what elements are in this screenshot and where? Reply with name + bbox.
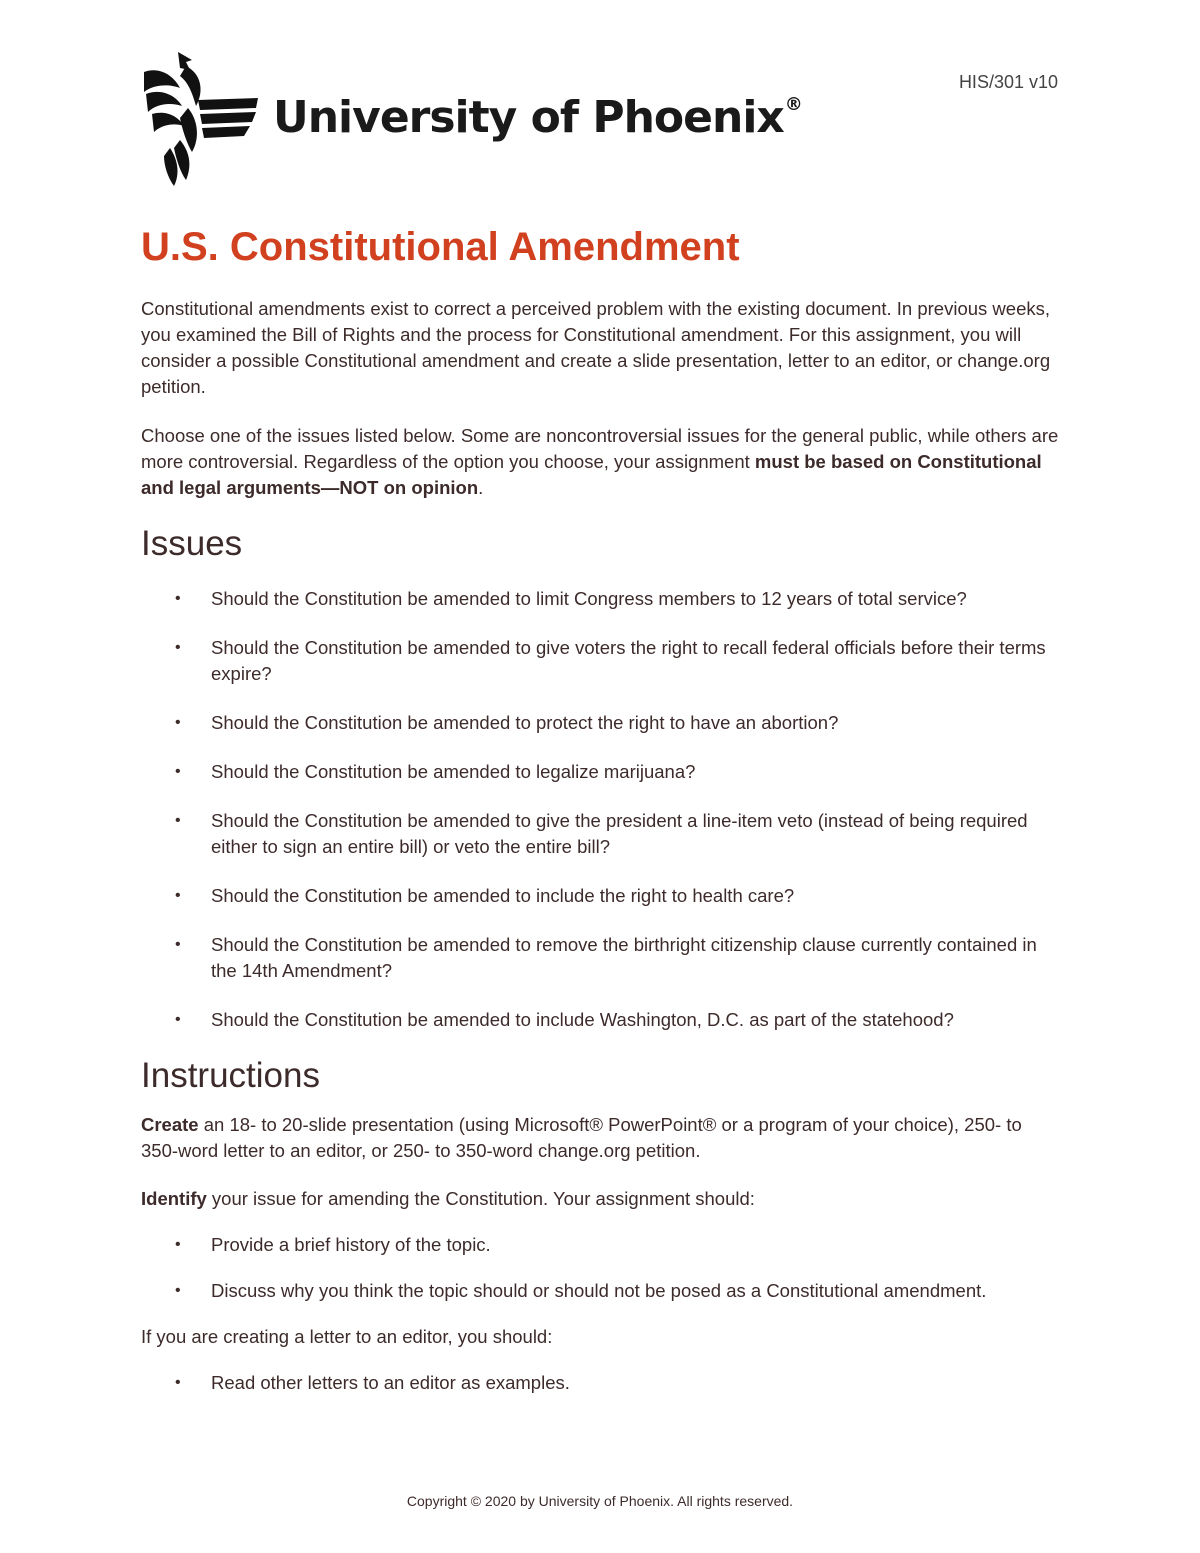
create-paragraph <box>141 1112 1061 1164</box>
identify-text: your issue for amending the Constitution. Your assignment should: <box>206 1188 755 1209</box>
issue-text: Should the Constitution be amended to include Washington, D.C. as part of the statehood? <box>211 1009 954 1030</box>
copyright-footer: Copyright © 2020 by University of Phoenix. All rights reserved. <box>406 1493 794 1509</box>
bullet-icon: • <box>175 763 181 780</box>
list-item <box>141 635 1061 687</box>
bullet-icon: • <box>175 1236 181 1253</box>
bullet-icon: • <box>175 1282 181 1299</box>
issue-text: Should the Constitution be amended to limit Congress members to 12 years of total service? <box>211 588 967 609</box>
list-item <box>141 759 1061 785</box>
list-item <box>141 1232 1061 1258</box>
list-item <box>141 883 1061 909</box>
identify-label: Identify <box>141 1188 207 1209</box>
issues-list <box>141 586 1061 1033</box>
create-text: an 18- to 20-slide presentation (using Microsoft® PowerPoint® or a program of your choice), 250- to 350-word letter to an editor, or 250- to 350-word change.org petition. <box>141 1114 1022 1161</box>
issue-text: Should the Constitution be amended to protect the right to have an abortion? <box>211 712 839 733</box>
bullet-icon: • <box>175 714 181 731</box>
requirement-text: Provide a brief history of the topic. <box>211 1234 491 1255</box>
issue-text: Should the Constitution be amended to remove the birthright citizenship clause currently contained in the 14th Amendment? <box>211 934 1037 981</box>
list-item <box>141 1007 1061 1033</box>
page-title: U.S. Constitutional Amendment <box>141 225 740 269</box>
choose-text: Choose one of the issues listed below. Some are noncontroversial issues for the general public, while others are more controversial. Regardless of the option you choose, your assignment <box>141 425 1059 472</box>
letter-intro-paragraph: If you are creating a letter to an editor, you should: <box>141 1326 553 1347</box>
bullet-icon: • <box>175 590 181 607</box>
requirement-text: Discuss why you think the topic should or should not be posed as a Constitutional amendment. <box>211 1280 987 1301</box>
list-item <box>141 932 1061 984</box>
issue-text: Should the Constitution be amended to legalize marijuana? <box>211 761 696 782</box>
logo-text: University of Phoenix <box>273 92 784 143</box>
bullet-icon: • <box>175 812 181 829</box>
instructions-heading: Instructions <box>141 1056 320 1095</box>
list-item <box>141 710 1061 736</box>
list-item <box>141 808 1061 860</box>
intro-paragraph: Constitutional amendments exist to correct a perceived problem with the existing document. In previous weeks, you examined the Bill of Rights and the process for Constitutional amendment. For this assignment, you will consider a possible Constitutional amendment and create a slide presentation, letter to an editor, or change.org petition. <box>141 298 1051 397</box>
list-item <box>141 1370 1061 1396</box>
choose-paragraph <box>141 423 1061 501</box>
emphasis-text: must be based on Constitutional and legal arguments—NOT on opinion <box>141 451 1042 498</box>
assignment-requirements-list <box>141 1232 1061 1304</box>
bullet-icon: • <box>175 1374 181 1391</box>
phoenix-bird-icon <box>140 48 260 188</box>
list-item <box>141 586 1061 612</box>
create-label: Create <box>141 1114 199 1135</box>
letter-requirements-list <box>141 1370 1061 1396</box>
identify-paragraph <box>141 1186 1061 1212</box>
requirement-text: Read other letters to an editor as examples. <box>211 1372 570 1393</box>
issues-heading: Issues <box>141 524 243 563</box>
issue-text: Should the Constitution be amended to include the right to health care? <box>211 885 795 906</box>
course-version: HIS/301 v10 <box>958 72 1058 92</box>
issue-text: Should the Constitution be amended to give the president a line-item veto (instead of being required either to sign an entire bill) or veto the entire bill? <box>211 810 1028 857</box>
bullet-icon: • <box>175 936 181 953</box>
bullet-icon: • <box>175 1011 181 1028</box>
issue-text: Should the Constitution be amended to give voters the right to recall federal officials before their terms expire? <box>211 637 1046 684</box>
logo-wordmark <box>273 92 802 143</box>
main-content <box>141 296 1061 1416</box>
list-item <box>141 1278 1061 1304</box>
bullet-icon: • <box>175 887 181 904</box>
period-text: . <box>478 477 484 498</box>
university-logo <box>140 48 802 188</box>
bullet-icon: • <box>175 639 181 656</box>
registered-mark: ® <box>784 94 802 116</box>
